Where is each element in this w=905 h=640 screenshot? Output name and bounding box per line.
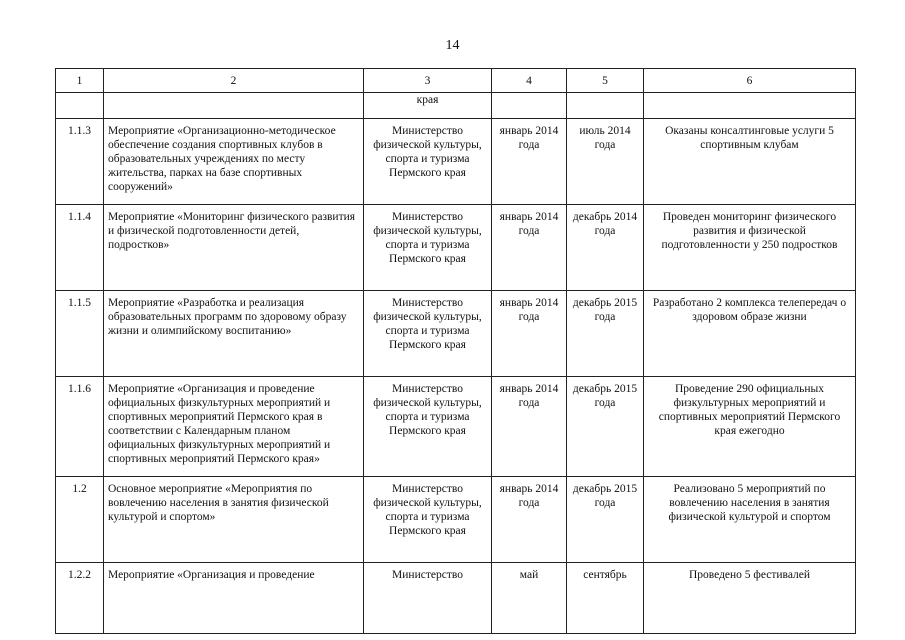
executor: Министерство физической культуры, спорта и туризма Пермского края (364, 291, 492, 377)
start-date: январь 2014 года (492, 119, 567, 205)
executor: Министерство физической культуры, спорта и туризма Пермского края (364, 119, 492, 205)
table-cell (644, 93, 856, 119)
table-row (56, 291, 856, 377)
executor: Министерство физической культуры, спорта и туризма Пермского края (364, 477, 492, 563)
end-date: июль 2014 года (567, 119, 644, 205)
event-name: Мероприятие «Разработка и реализация образовательных программ по здоровому образу жизни и олимпийскому воспитанию» (104, 291, 364, 377)
column-number-row (56, 69, 856, 93)
event-name: Мероприятие «Организация и проведение (104, 563, 364, 634)
end-date: декабрь 2015 года (567, 377, 644, 477)
event-name: Мероприятие «Организационно-методическое обеспечение создания спортивных клубов в образовательных учреждениях по месту жительства, парках на базе спортивных сооружений» (104, 119, 364, 205)
event-name: Мероприятие «Организация и проведение официальных физкультурных мероприятий и спортивных мероприятий Пермского края в соответствии с Календарным планом официальных физкультурных мероприятий и спортивных мероприятий Пермского края» (104, 377, 364, 477)
start-date: январь 2014 года (492, 205, 567, 291)
event-name: Основное мероприятие «Мероприятия по вовлечению населения в занятия физической культурой и спортом» (104, 477, 364, 563)
result: Реализовано 5 мероприятий по вовлечению населения в занятия физической культурой и спортом (644, 477, 856, 563)
result: Оказаны консалтинговые услуги 5 спортивным клубам (644, 119, 856, 205)
table-row (56, 563, 856, 634)
column-number: 2 (104, 69, 364, 93)
table-cell: края (364, 93, 492, 119)
row-number: 1.1.6 (56, 377, 104, 477)
table-row (56, 377, 856, 477)
column-number: 4 (492, 69, 567, 93)
continuation-row (56, 93, 856, 119)
start-date: январь 2014 года (492, 291, 567, 377)
page-number: 14 (445, 38, 460, 53)
result: Разработано 2 комплекса телепередач о здоровом образе жизни (644, 291, 856, 377)
result: Проведен мониторинг физического развития и физической подготовленности у 250 подростков (644, 205, 856, 291)
column-number: 3 (364, 69, 492, 93)
table-cell (567, 93, 644, 119)
executor: Министерство физической культуры, спорта и туризма Пермского края (364, 377, 492, 477)
table-cell (492, 93, 567, 119)
row-number: 1.2 (56, 477, 104, 563)
start-date: май (492, 563, 567, 634)
executor: Министерство (364, 563, 492, 634)
table-row (56, 477, 856, 563)
row-number: 1.2.2 (56, 563, 104, 634)
table-cell (56, 93, 104, 119)
event-name: Мероприятие «Мониторинг физического развития и физической подготовленности детей, подростков» (104, 205, 364, 291)
column-number: 6 (644, 69, 856, 93)
executor: Министерство физической культуры, спорта и туризма Пермского края (364, 205, 492, 291)
column-number: 5 (567, 69, 644, 93)
end-date: декабрь 2015 года (567, 291, 644, 377)
table-row (56, 205, 856, 291)
start-date: январь 2014 года (492, 477, 567, 563)
row-number: 1.1.4 (56, 205, 104, 291)
end-date: декабрь 2015 года (567, 477, 644, 563)
program-table (55, 68, 856, 634)
end-date: декабрь 2014 года (567, 205, 644, 291)
row-number: 1.1.3 (56, 119, 104, 205)
end-date: сентябрь (567, 563, 644, 634)
result: Проведение 290 официальных физкультурных мероприятий и спортивных мероприятий Пермского края ежегодно (644, 377, 856, 477)
row-number: 1.1.5 (56, 291, 104, 377)
table-cell (104, 93, 364, 119)
start-date: январь 2014 года (492, 377, 567, 477)
column-number: 1 (56, 69, 104, 93)
result: Проведено 5 фестивалей (644, 563, 856, 634)
table-row (56, 119, 856, 205)
